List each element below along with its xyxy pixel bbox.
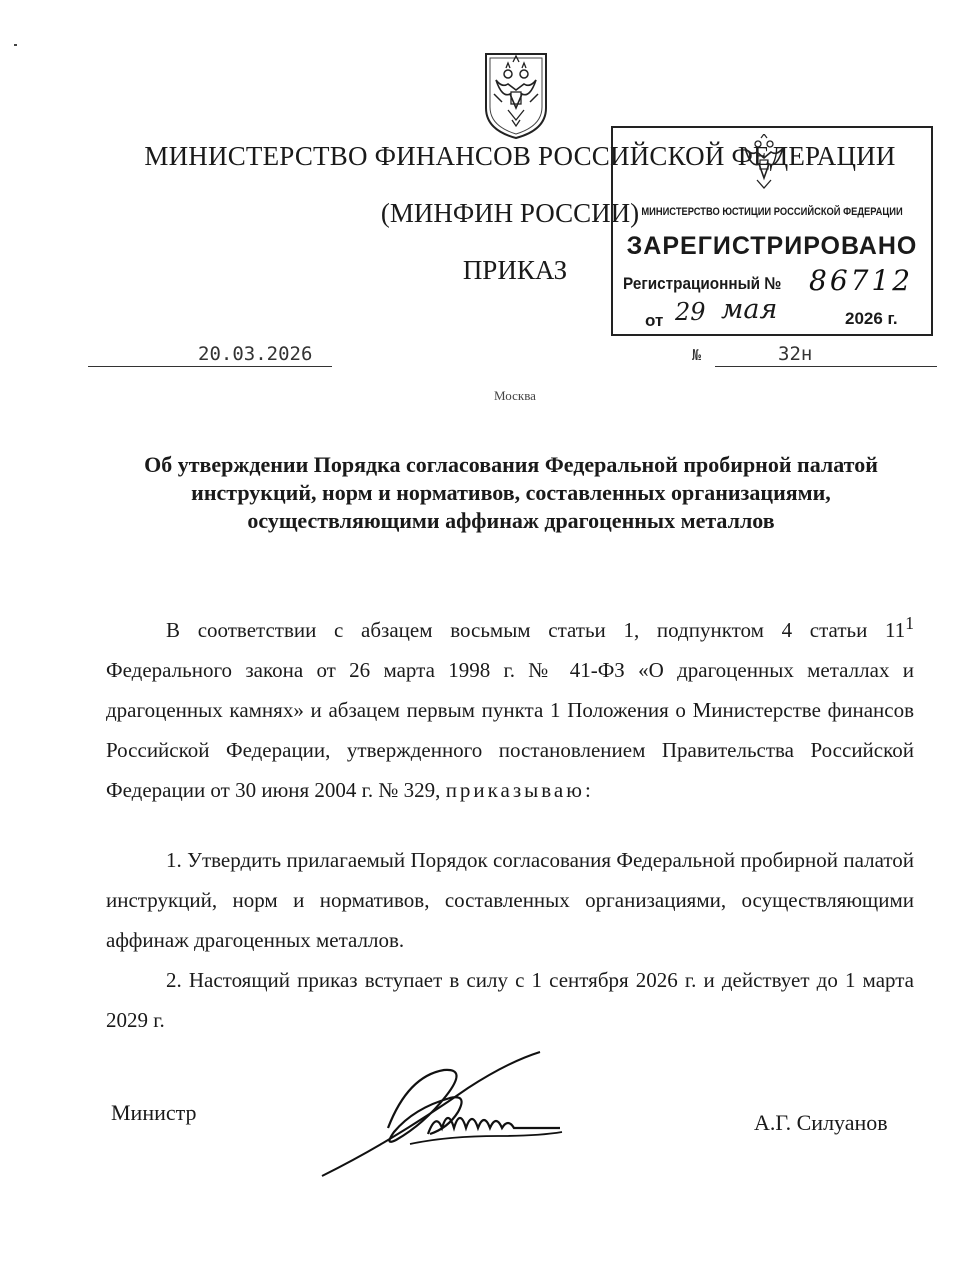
stamp-year: 2026 г. [845, 309, 898, 328]
ministry-name: МИНИСТЕРСТВО ФИНАНСОВ РОССИЙСКОЙ ФЕДЕРАЦИИ [144, 141, 896, 171]
preamble-text-rest: Федерального закона от 26 марта 1998 г. № 41-ФЗ «О драгоценных металлах и драгоценных камнях» и абзацем первым пункта 1 Положения о Министерстве финансов Российской Федерации, утвержденного постановлением Правительства Российской Федерации от 30 июня 2004 г. № 329, [106, 658, 914, 802]
document-type: ПРИКАЗ [462, 255, 568, 285]
registration-stamp [611, 126, 933, 336]
article-superscript: 1 [905, 613, 914, 633]
item-1-paragraph: 1. Утвердить прилагаемый Порядок согласования Федеральной пробирной палатой инструкций, норм и нормативов, составленных организациями, осуществляющими аффинаж драгоценных металлов. [106, 848, 914, 952]
preamble-end: : [584, 778, 591, 802]
document-title: Об утверждении Порядка согласования Федеральной пробирной палатой инструкций, норм и нормативов, составленных организациями, осуществляющими аффинаж драгоценных металлов [144, 452, 878, 533]
number-sign: № [692, 346, 702, 364]
order-date: 20.03.2026 [198, 343, 313, 365]
stamp-day: 29 [675, 298, 706, 326]
handwritten-signature [318, 1048, 568, 1183]
ministry-short-name: (МИНФИН РОССИИ) [380, 198, 640, 228]
item-2-paragraph: 2. Настоящий приказ вступает в силу с 1 сентября 2026 г. и действует до 1 марта 2029 г. [106, 968, 914, 1032]
stamp-status: ЗАРЕГИСТРИРОВАНО [626, 232, 918, 260]
number-underline [715, 366, 937, 367]
signatory-position: Министр [111, 1100, 197, 1125]
stamp-date-prefix: от [645, 311, 664, 330]
signatory-name: А.Г. Силуанов [754, 1110, 888, 1135]
scan-speck [14, 44, 17, 46]
coat-of-arms-icon [480, 50, 552, 140]
date-underline [88, 366, 332, 367]
stamp-ministry: МИНИСТЕРСТВО ЮСТИЦИИ РОССИЙСКОЙ ФЕДЕРАЦИИ [641, 206, 903, 218]
stamp-reg-number: 86712 [809, 264, 914, 297]
stamp-month: мая [721, 294, 778, 325]
stamp-eagle-icon [737, 134, 791, 192]
order-number: 32н [778, 343, 813, 365]
preamble-text: В соответствии с абзацем восьмым статьи 1, подпунктом 4 статьи 11 [166, 618, 906, 642]
preamble-paragraph [106, 603, 914, 810]
city: Москва [494, 388, 536, 403]
stamp-reg-label: Регистрационный № [623, 274, 782, 293]
order-word: приказываю [445, 778, 585, 802]
